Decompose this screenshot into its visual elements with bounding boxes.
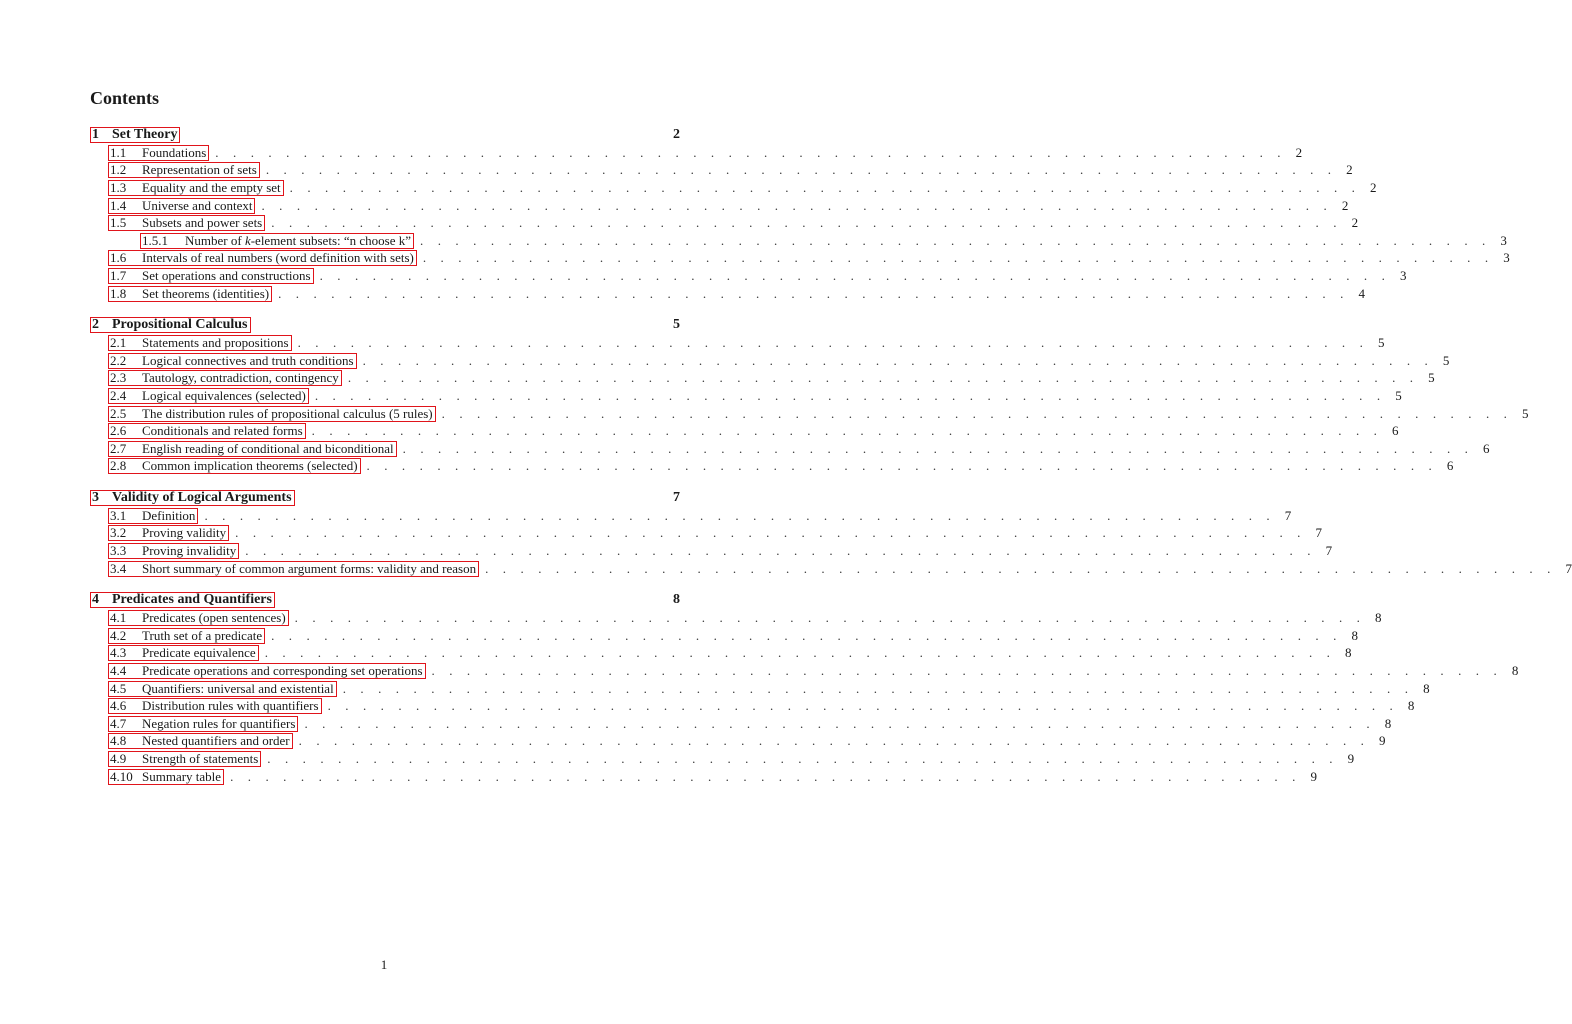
toc-entry-link[interactable]: [108, 681, 337, 697]
toc-entry-row: [90, 232, 1507, 250]
entry-page-number: 9: [1379, 733, 1386, 749]
toc-section: [90, 591, 1519, 785]
leader-dots: . . . . . . . . . . . . . . . . . . . . . . . . . . . . . . . . . . . . . . . . . . . . . . . . . . . . . . . . . . . . .: [347, 370, 1419, 386]
toc-entry-row: [90, 750, 1355, 768]
toc-entry-row: [90, 768, 1317, 786]
entry-number: 4.5: [110, 680, 127, 696]
entry-page-number: 2: [1351, 215, 1359, 231]
entry-title: Conditionals and related forms: [142, 423, 303, 439]
entry-number: 4.7: [110, 715, 127, 731]
entry-title: Number of k-element subsets: “n choose k”: [185, 232, 412, 248]
leader-dots: . . . . . . . . . . . . . . . . . . . . . . . . . . . . . . . . . . . . . . . . . . . . . . . . . . . . . . . . . . . . .: [297, 335, 1369, 351]
leader-dots: . . . . . . . . . . . . . . . . . . . . . . . . . . . . . . . . . . . . . . . . . . . . . . . . . . . . . . . . . . . . .: [366, 458, 1438, 474]
entry-number: 4.10: [110, 768, 133, 784]
toc-section-row: [90, 316, 680, 334]
toc-entry-link[interactable]: [108, 180, 284, 196]
toc-entry-row: [90, 422, 1399, 440]
toc-section-link[interactable]: [90, 490, 295, 506]
toc-entry-link[interactable]: [108, 751, 261, 767]
entry-page-number: 7: [1565, 560, 1572, 576]
toc-section: [90, 489, 1572, 577]
entry-page-number: 2: [1346, 162, 1353, 178]
toc-entry-link[interactable]: [108, 423, 306, 439]
entry-page-number: 8: [1407, 698, 1415, 714]
entry-number: 1.6: [110, 250, 127, 266]
section-page-number: 2: [673, 127, 680, 142]
toc-entry-row: [90, 715, 1392, 733]
entry-number: 2.5: [110, 405, 127, 421]
section-title: Set Theory: [112, 127, 178, 142]
section-number: 4: [92, 592, 99, 608]
entry-number: 1.8: [110, 285, 127, 301]
toc-entry-link[interactable]: [108, 198, 255, 214]
entry-number: 2.3: [110, 370, 127, 386]
entry-page-number: 7: [1315, 525, 1322, 541]
toc-entry-row: [90, 609, 1382, 627]
toc-entry-row: [90, 285, 1365, 303]
entry-number: 4.6: [110, 698, 127, 714]
entry-number: 2.2: [110, 352, 127, 368]
toc-entry-link[interactable]: [108, 370, 342, 386]
entry-number: 4.4: [110, 663, 127, 679]
toc-entry-row: [90, 405, 1529, 423]
section-title: Validity of Logical Arguments: [112, 490, 292, 506]
entry-number: 4.1: [110, 610, 127, 626]
entry-page-number: 9: [1310, 768, 1317, 784]
entry-title: Proving invalidity: [142, 543, 237, 559]
entry-page-number: 7: [1325, 543, 1333, 559]
leader-dots: . . . . . . . . . . . . . . . . . . . . . . . . . . . . . . . . . . . . . . . . . . . . . . . . . . . . . . . . . . . . .: [314, 387, 1386, 403]
toc-entry-link[interactable]: [108, 716, 298, 732]
entry-page-number: 8: [1351, 627, 1358, 643]
entry-title: Definition: [142, 507, 196, 523]
toc-entry-link[interactable]: [108, 388, 309, 404]
toc-entry-link[interactable]: [108, 663, 426, 679]
table-of-contents: [90, 126, 1572, 799]
entry-title: Subsets and power sets: [142, 215, 263, 231]
leader-dots: . . . . . . . . . . . . . . . . . . . . . . . . . . . . . . . . . . . . . . . . . . . . . . . . . . . . . . . . . . . . .: [485, 560, 1556, 576]
leader-dots: . . . . . . . . . . . . . . . . . . . . . . . . . . . . . . . . . . . . . . . . . . . . . . . . . . . . . . . . . . . . .: [264, 645, 1336, 661]
leader-dots: . . . . . . . . . . . . . . . . . . . . . . . . . . . . . . . . . . . . . . . . . . . . . . . . . . . . . . . . . . . . .: [278, 285, 1349, 301]
leader-dots: . . . . . . . . . . . . . . . . . . . . . . . . . . . . . . . . . . . . . . . . . . . . . . . . . . . . . . . . . . . . .: [402, 440, 1474, 456]
entry-number: 4.9: [110, 751, 127, 767]
toc-entry-row: [90, 144, 1303, 162]
entry-title: Truth set of a predicate: [142, 627, 263, 643]
toc-entry-row: [90, 662, 1519, 680]
leader-dots: . . . . . . . . . . . . . . . . . . . . . . . . . . . . . . . . . . . . . . . . . . . . . . . . . . . . . . . . . . . . .: [422, 250, 1494, 266]
toc-entry-row: [90, 507, 1292, 525]
toc-entry-link[interactable]: [108, 162, 260, 178]
entry-page-number: 8: [1384, 715, 1392, 731]
toc-entry-link[interactable]: [108, 628, 265, 644]
leader-dots: . . . . . . . . . . . . . . . . . . . . . . . . . . . . . . . . . . . . . . . . . . . . . . . . . . . . . . . . . . . . .: [304, 715, 1376, 731]
toc-entry-link[interactable]: [108, 335, 292, 351]
entry-page-number: 8: [1511, 663, 1519, 679]
entry-title: Tautology, contradiction, contingency: [142, 370, 339, 386]
entry-page-number: 5: [1522, 405, 1529, 421]
entry-page-number: 9: [1347, 751, 1355, 767]
entry-number: 1.5.1: [142, 232, 168, 248]
entry-number: 1.3: [110, 179, 127, 195]
section-page-number: 7: [673, 490, 680, 506]
entry-page-number: 6: [1446, 458, 1454, 474]
leader-dots: . . . . . . . . . . . . . . . . . . . . . . . . . . . . . . . . . . . . . . . . . . . . . . . . . . . . . . . . . . . . .: [245, 543, 1317, 559]
toc-entry-row: [90, 370, 1435, 388]
toc-entry-row: [90, 214, 1359, 232]
entry-page-number: 5: [1395, 387, 1402, 403]
entry-page-number: 3: [1503, 250, 1510, 266]
toc-entry-link[interactable]: [108, 406, 436, 422]
leader-dots: . . . . . . . . . . . . . . . . . . . . . . . . . . . . . . . . . . . . . . . . . . . . . . . . . . . . . . . . . . . . .: [261, 197, 1333, 213]
entry-title: Predicate equivalence: [142, 645, 256, 661]
leader-dots: . . . . . . . . . . . . . . . . . . . . . . . . . . . . . . . . . . . . . . . . . . . . . . . . . . . . . . . . . . . . .: [289, 179, 1361, 195]
entry-number: 2.7: [110, 440, 127, 456]
toc-section-link[interactable]: [90, 592, 275, 608]
entry-title: Universe and context: [142, 197, 253, 213]
leader-dots: . . . . . . . . . . . . . . . . . . . . . . . . . . . . . . . . . . . . . . . . . . . . . . . . . . . . . . . . . . . . .: [265, 162, 1337, 178]
leader-dots: . . . . . . . . . . . . . . . . . . . . . . . . . . . . . . . . . . . . . . . . . . . . . . . . . . . . . . . . . . . . .: [362, 352, 1434, 368]
entry-number: 4.3: [110, 645, 127, 661]
toc-entry-row: [90, 162, 1353, 180]
leader-dots: . . . . . . . . . . . . . . . . . . . . . . . . . . . . . . . . . . . . . . . . . . . . . . . . . . . . . . . . . . . . .: [271, 215, 1343, 231]
toc-entry-row: [90, 733, 1386, 751]
entry-title: Strength of statements: [142, 751, 259, 767]
toc-entry-link[interactable]: [140, 233, 414, 249]
leader-dots: . . . . . . . . . . . . . . . . . . . . . . . . . . . . . . . . . . . . . . . . . . . . . . . . . . . . . . . . . . . . .: [342, 680, 1414, 696]
leader-dots: . . . . . . . . . . . . . . . . . . . . . . . . . . . . . . . . . . . . . . . . . . . . . . . . . . . . . . . . . . . . .: [327, 698, 1399, 714]
entry-title: Set theorems (identities): [142, 285, 270, 301]
entry-number: 3.4: [110, 560, 127, 576]
toc-entry-row: [90, 352, 1450, 370]
entry-number: 4.2: [110, 627, 127, 643]
toc-entry-link[interactable]: [108, 733, 293, 749]
section-number: 2: [92, 317, 99, 333]
toc-entry-link[interactable]: [108, 145, 209, 161]
entry-title: Equality and the empty set: [142, 179, 281, 195]
entry-title: Negation rules for quantifiers: [142, 715, 296, 731]
entry-page-number: 5: [1428, 370, 1435, 386]
entry-page-number: 4: [1358, 285, 1365, 301]
toc-entry-link[interactable]: [108, 215, 265, 231]
toc-entry-row: [90, 458, 1454, 476]
toc-entry-link[interactable]: [108, 458, 361, 474]
entry-title: Distribution rules with quantifiers: [142, 698, 319, 714]
leader-dots: . . . . . . . . . . . . . . . . . . . . . . . . . . . . . . . . . . . . . . . . . . . . . . . . . . . . . . . . . . . . .: [311, 423, 1383, 439]
entry-page-number: 8: [1375, 610, 1382, 626]
entry-number: 2.1: [110, 335, 127, 351]
entry-page-number: 2: [1295, 144, 1303, 160]
leader-dots: . . . . . . . . . . . . . . . . . . . . . . . . . . . . . . . . . . . . . . . . . . . . . . . . . . . . . . . . . . . . .: [215, 144, 1287, 160]
toc-entry-link[interactable]: [108, 561, 479, 577]
entry-title: Quantifiers: universal and existential: [142, 680, 334, 696]
toc-entry-row: [90, 645, 1352, 663]
entry-number: 4.8: [110, 733, 127, 749]
toc-section: [90, 316, 1529, 475]
entry-title: Intervals of real numbers (word definition with sets): [142, 250, 414, 266]
entry-page-number: 3: [1399, 267, 1407, 283]
entry-title: Proving validity: [142, 525, 227, 541]
entry-page-number: 8: [1423, 680, 1430, 696]
section-number: 3: [92, 490, 99, 506]
leader-dots: . . . . . . . . . . . . . . . . . . . . . . . . . . . . . . . . . . . . . . . . . . . . . . . . . . . . . . . . . . . . .: [298, 733, 1370, 749]
toc-entry-link[interactable]: [108, 353, 357, 369]
leader-dots: . . . . . . . . . . . . . . . . . . . . . . . . . . . . . . . . . . . . . . . . . . . . . . . . . . . . . . . . . . . . .: [431, 663, 1503, 679]
toc-entry-link[interactable]: [108, 525, 229, 541]
entry-title: Predicates (open sentences): [142, 610, 286, 626]
toc-section-link[interactable]: [90, 317, 251, 333]
toc-entry-row: [90, 197, 1349, 215]
toc-entry-link[interactable]: [108, 508, 198, 524]
entry-number: 1.7: [110, 267, 127, 283]
page-number: 1: [380, 957, 388, 972]
entry-page-number: 2: [1370, 179, 1377, 195]
italic-k: k: [244, 232, 251, 248]
entry-number: 1.1: [110, 144, 127, 160]
toc-entry-link[interactable]: [108, 610, 289, 626]
toc-entry-link[interactable]: [108, 441, 397, 457]
entry-page-number: 6: [1392, 423, 1399, 439]
toc-entry-row: [90, 627, 1358, 645]
toc-section: [90, 126, 1510, 302]
toc-section-row: [90, 591, 680, 609]
entry-number: 2.6: [110, 423, 127, 439]
leader-dots: . . . . . . . . . . . . . . . . . . . . . . . . . . . . . . . . . . . . . . . . . . . . . . . . . . . . . . . . . . . . .: [230, 768, 1301, 784]
toc-entry-row: [90, 334, 1385, 352]
entry-number: 2.8: [110, 458, 127, 474]
entry-title: English reading of conditional and biconditional: [142, 440, 394, 456]
entry-page-number: 6: [1483, 440, 1490, 456]
entry-number: 1.5: [110, 215, 127, 231]
toc-entry-link[interactable]: [108, 645, 259, 661]
leader-dots: . . . . . . . . . . . . . . . . . . . . . . . . . . . . . . . . . . . . . . . . . . . . . . . . . . . . . . . . . . . . .: [204, 507, 1276, 523]
leader-dots: . . . . . . . . . . . . . . . . . . . . . . . . . . . . . . . . . . . . . . . . . . . . . . . . . . . . . . . . . . . . .: [235, 525, 1306, 541]
entry-title: Short summary of common argument forms: validity and reason: [142, 560, 477, 576]
section-page-number: 5: [673, 317, 680, 333]
entry-page-number: 2: [1341, 197, 1349, 213]
toc-entry-row: [90, 387, 1402, 405]
toc-entry-row: [90, 250, 1510, 268]
toc-entry-row: [90, 560, 1572, 578]
section-title: Propositional Calculus: [112, 317, 248, 333]
toc-entry-row: [90, 542, 1333, 560]
toc-entry-row: [90, 179, 1377, 197]
section-title: Predicates and Quantifiers: [112, 592, 272, 608]
entry-title: Predicate operations and corresponding set operations: [142, 663, 423, 679]
toc-entry-row: [90, 680, 1430, 698]
toc-entry-link[interactable]: [108, 769, 224, 785]
entry-number: 2.4: [110, 387, 127, 403]
toc-section-row: [90, 489, 680, 507]
toc-entry-link[interactable]: [108, 250, 417, 266]
leader-dots: . . . . . . . . . . . . . . . . . . . . . . . . . . . . . . . . . . . . . . . . . . . . . . . . . . . . . . . . . . . . .: [271, 627, 1342, 643]
entry-title: Nested quantifiers and order: [142, 733, 290, 749]
entry-title: Common implication theorems (selected): [142, 458, 358, 474]
entry-number: 1.2: [110, 162, 127, 178]
section-page-number: 8: [673, 592, 680, 608]
toc-entry-row: [90, 697, 1415, 715]
entry-title: Set operations and constructions: [142, 267, 311, 283]
toc-entry-link[interactable]: [108, 543, 239, 559]
section-number: 1: [92, 127, 99, 142]
entry-title: Representation of sets: [142, 162, 257, 178]
toc-entry-row: [90, 267, 1407, 285]
entry-title: The distribution rules of propositional calculus (5 rules): [142, 405, 433, 421]
entry-page-number: 3: [1500, 232, 1507, 248]
entry-number: 3.3: [110, 543, 127, 559]
leader-dots: . . . . . . . . . . . . . . . . . . . . . . . . . . . . . . . . . . . . . . . . . . . . . . . . . . . . . . . . . . . . .: [319, 267, 1391, 283]
entry-page-number: 8: [1345, 645, 1352, 661]
toc-section-link[interactable]: [90, 127, 180, 143]
leader-dots: . . . . . . . . . . . . . . . . . . . . . . . . . . . . . . . . . . . . . . . . . . . . . . . . . . . . . . . . . . . . .: [420, 232, 1491, 248]
entry-title: Logical equivalences (selected): [142, 387, 306, 403]
toc-section-row: [90, 126, 680, 144]
entry-title: Summary table: [142, 768, 222, 784]
toc-entry-link[interactable]: [108, 268, 314, 284]
entry-number: 1.4: [110, 197, 127, 213]
entry-page-number: 5: [1377, 335, 1385, 351]
toc-entry-row: [90, 525, 1322, 543]
leader-dots: . . . . . . . . . . . . . . . . . . . . . . . . . . . . . . . . . . . . . . . . . . . . . . . . . . . . . . . . . . . . .: [441, 405, 1513, 421]
leader-dots: . . . . . . . . . . . . . . . . . . . . . . . . . . . . . . . . . . . . . . . . . . . . . . . . . . . . . . . . . . . . .: [267, 751, 1339, 767]
entry-number: 3.2: [110, 525, 127, 541]
entry-page-number: 5: [1442, 352, 1450, 368]
entry-title: Foundations: [142, 144, 207, 160]
toc-entry-link[interactable]: [108, 698, 322, 714]
entry-page-number: 7: [1284, 507, 1292, 523]
leader-dots: . . . . . . . . . . . . . . . . . . . . . . . . . . . . . . . . . . . . . . . . . . . . . . . . . . . . . . . . . . . . .: [294, 610, 1366, 626]
contents-title: Contents: [90, 88, 160, 108]
toc-entry-link[interactable]: [108, 286, 272, 302]
toc-entry-row: [90, 440, 1490, 458]
entry-title: Logical connectives and truth conditions: [142, 352, 354, 368]
entry-title: Statements and propositions: [142, 335, 289, 351]
entry-number: 3.1: [110, 507, 127, 523]
